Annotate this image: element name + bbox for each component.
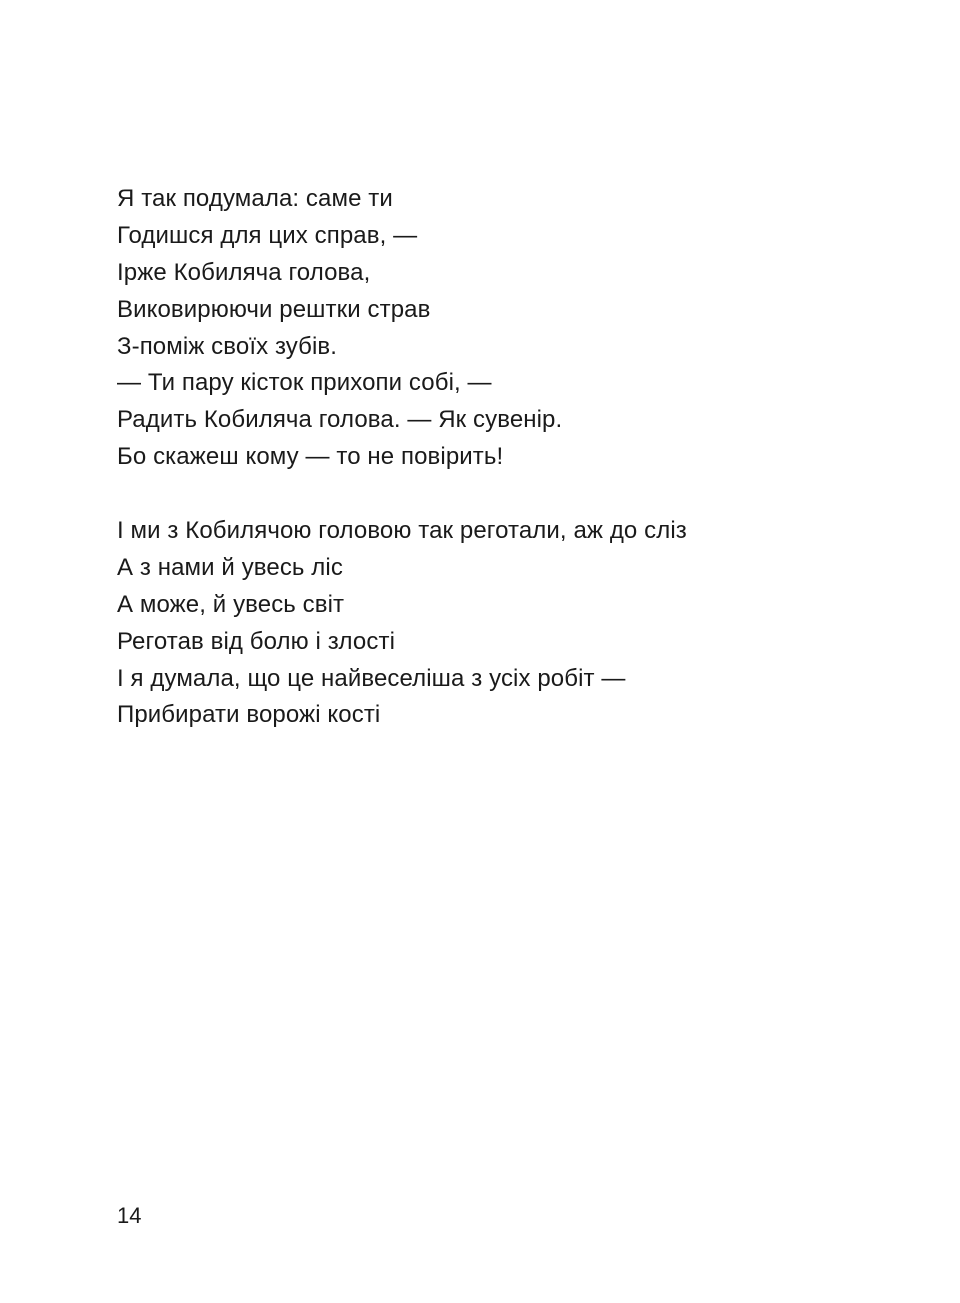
poem-line: А може, й увесь світ — [117, 590, 345, 618]
poem-line: Бо скажеш кому — то не повірить! — [117, 443, 504, 471]
poem-line: І я думала, що це найвеселіша з усіх робіт — — [117, 664, 626, 692]
poem-line: Я так подумала: саме ти — [117, 185, 393, 212]
poem-line: Прибирати ворожі кості — [117, 701, 381, 729]
poem-line: Радить Кобиляча голова. — Як сувенір. — [117, 406, 563, 434]
poem-line: Годишся для цих справ, — — [117, 221, 418, 249]
poem-line: А з нами й увесь ліс — [117, 553, 343, 581]
poem-stanza-2 — [117, 513, 687, 734]
poem-line: Ірже Кобиляча голова, — [117, 258, 371, 286]
poem-line: І ми з Кобилячою головою так реготали, аж до сліз — [117, 517, 687, 544]
poem-line: Виковирюючи рештки страв — [117, 295, 431, 323]
page-number: 14 — [117, 1203, 142, 1228]
poem-line: З-поміж своїх зубів. — [117, 332, 338, 360]
poem-line: — Ти пару кісток прихопи собі, — — [117, 369, 492, 397]
poem-stanza-1 — [117, 181, 562, 476]
poem-line: Реготав від болю і злості — [117, 627, 396, 655]
